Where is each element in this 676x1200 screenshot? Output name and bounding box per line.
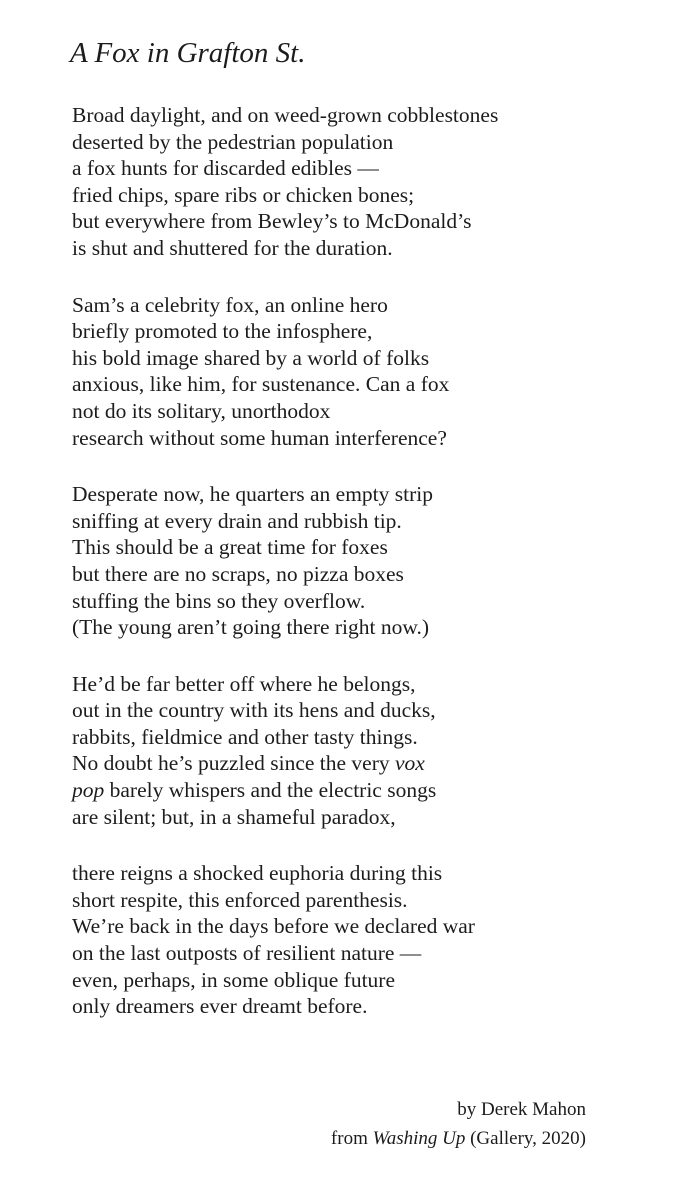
author-line: by Derek Mahon <box>457 1099 586 1120</box>
poem-line: on the last outposts of resilient nature — <box>72 941 422 966</box>
italic-phrase: pop <box>72 778 105 803</box>
poem-line: not do its solitary, unorthodox <box>72 398 331 423</box>
poem-line: rabbits, fieldmice and other tasty things. <box>72 724 418 749</box>
stanza <box>72 860 652 1020</box>
poem-line: (The young aren’t going there right now.) <box>72 615 430 640</box>
poem-line: This should be a great time for foxes <box>72 535 388 560</box>
poem-line: are silent; but, in a shameful paradox, <box>72 804 396 829</box>
poem-line: is shut and shuttered for the duration. <box>72 235 393 260</box>
poem-line <box>72 777 652 804</box>
poem-line: fried chips, spare ribs or chicken bones; <box>72 182 415 207</box>
poem-line: even, perhaps, in some oblique future <box>72 967 396 992</box>
poem-line: research without some human interference? <box>72 425 447 450</box>
poem-line: his bold image shared by a world of folks <box>72 345 430 370</box>
source-line <box>331 1124 586 1153</box>
line-text: barely whispers and the electric songs <box>104 778 437 803</box>
poem-line: Sam’s a celebrity fox, an online hero <box>72 292 388 317</box>
source-prefix: from <box>330 1128 373 1149</box>
poem-line: a fox hunts for discarded edibles — <box>72 156 379 181</box>
stanza <box>72 481 652 641</box>
poem-line: only dreamers ever dreamt before. <box>72 994 368 1019</box>
poem-line: anxious, like him, for sustenance. Can a fox <box>72 372 450 397</box>
poem-line: Desperate now, he quarters an empty strip <box>72 482 433 507</box>
poem-line: Broad daylight, and on weed-grown cobblestones <box>72 103 499 127</box>
poem-line: He’d be far better off where he belongs, <box>72 671 416 696</box>
stanza <box>72 102 652 262</box>
source-suffix: (Gallery, 2020) <box>465 1128 586 1149</box>
poem-title: A Fox in Grafton St. <box>70 37 306 69</box>
poem-line: there reigns a shocked euphoria during this <box>72 861 443 886</box>
poem-line: We’re back in the days before we declared war <box>72 914 475 939</box>
poem-line: out in the country with its hens and ducks, <box>72 698 436 723</box>
italic-phrase: vox <box>395 751 425 776</box>
poem-line: deserted by the pedestrian population <box>72 129 394 154</box>
poem-line: but everywhere from Bewley’s to McDonald’s <box>72 209 472 234</box>
source-title: Washing Up <box>372 1128 466 1149</box>
stanza <box>72 671 652 831</box>
poem-line: briefly promoted to the infosphere, <box>72 319 373 344</box>
credit <box>331 1095 586 1153</box>
line-text: No doubt he’s puzzled since the very <box>72 751 396 776</box>
poem-line: but there are no scraps, no pizza boxes <box>72 561 404 586</box>
poem-line: stuffing the bins so they overflow. <box>72 588 366 613</box>
poem-line: short respite, this enforced parenthesis. <box>72 887 408 912</box>
poem-line: sniffing at every drain and rubbish tip. <box>72 508 402 533</box>
poem-body <box>72 102 652 1050</box>
poem-line <box>72 750 652 777</box>
stanza <box>72 292 652 452</box>
